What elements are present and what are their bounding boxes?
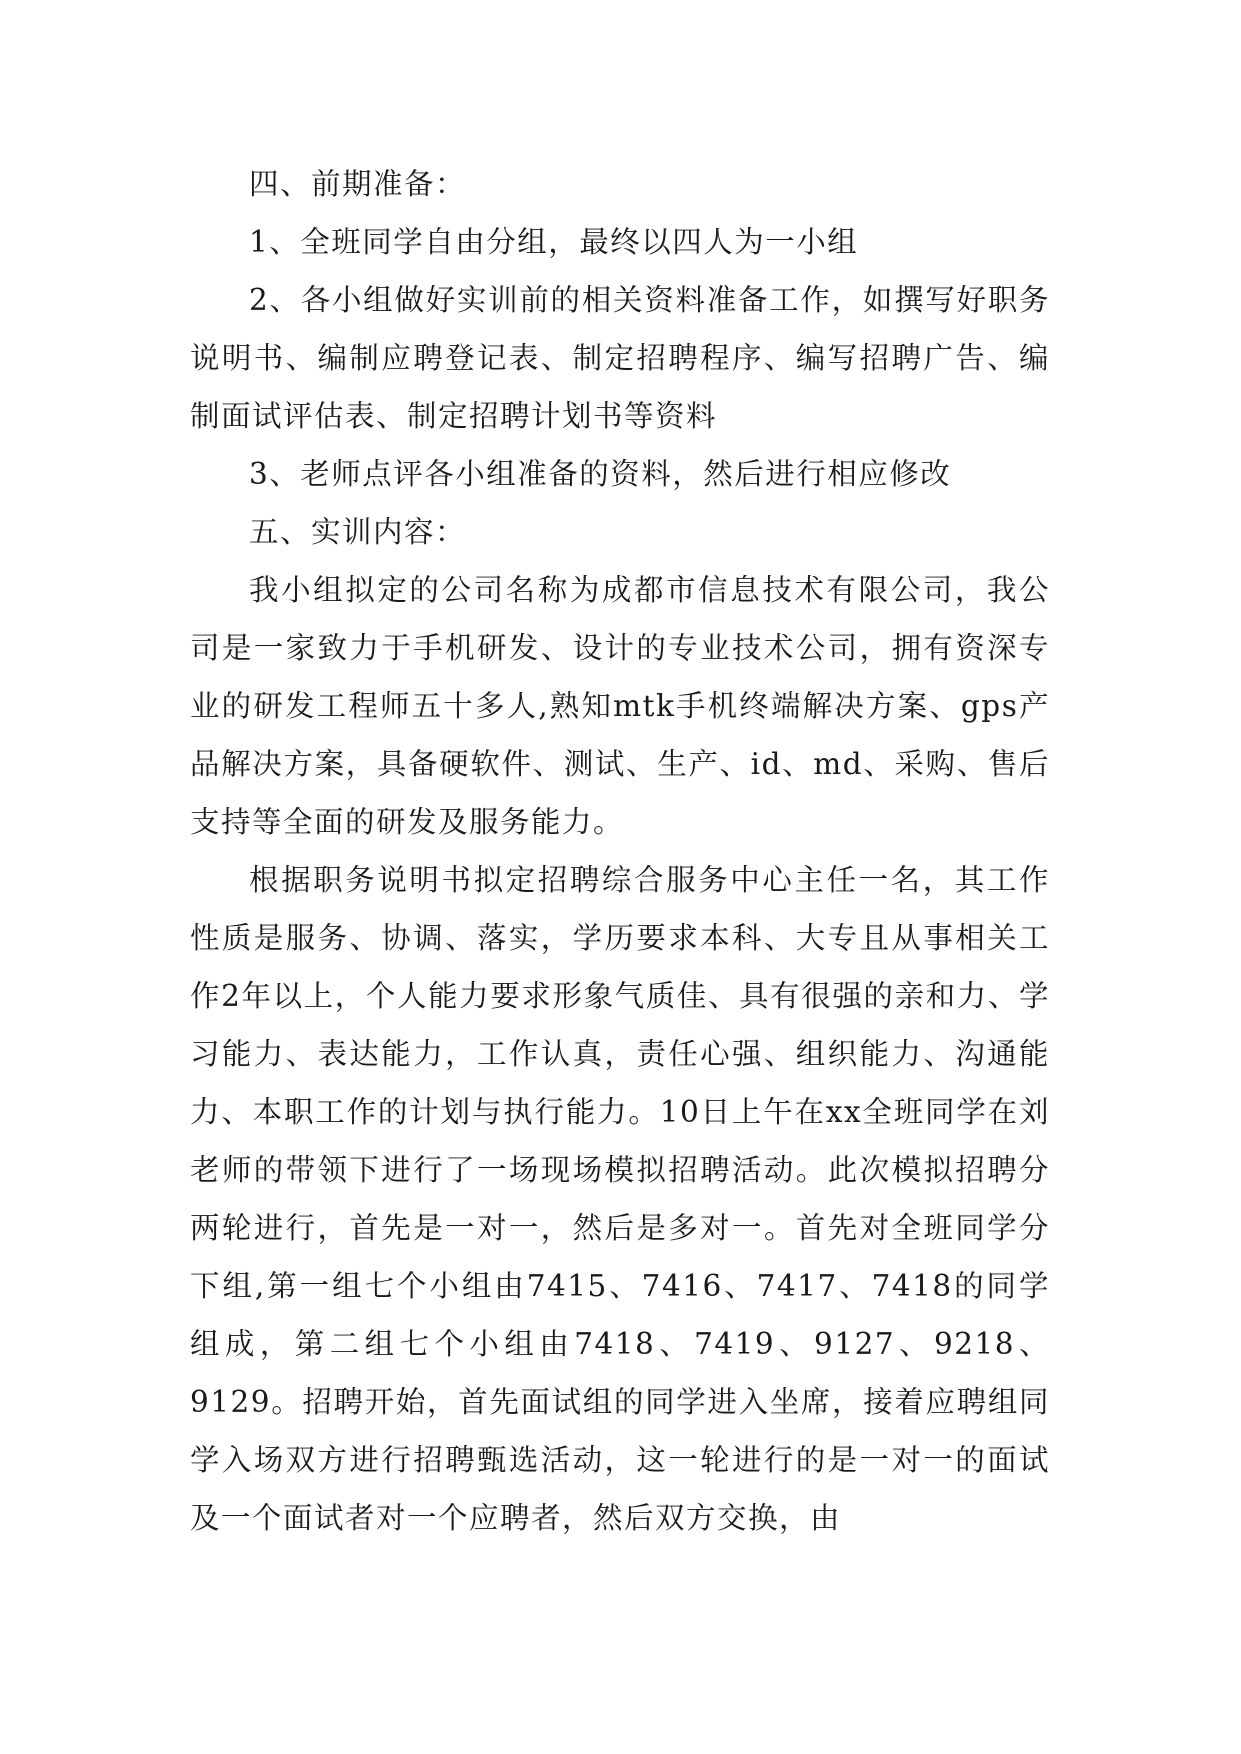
paragraph-company-intro: 我小组拟定的公司名称为成都市信息技术有限公司，我公司是一家致力于手机研发、设计的专业技术公司，拥有资深专业的研发工程师五十多人,熟知mtk手机终端解决方案、gps产品解决方案，具备硬软件、测试、生产、id、md、采购、售后支持等全面的研发及服务能力。 [190,573,1050,839]
list-item-materials: 2、各小组做好实训前的相关资料准备工作，如撰写好职务说明书、编制应聘登记表、制定招聘程序、编写招聘广告、编制面试评估表、制定招聘计划书等资料 [190,283,1050,433]
list-item-review: 3、老师点评各小组准备的资料，然后进行相应修改 [249,457,952,491]
heading-training-content: 五、实训内容： [249,515,467,549]
paragraph-recruitment-details: 根据职务说明书拟定招聘综合服务中心主任一名，其工作性质是服务、协调、落实，学历要求本科、大专且从事相关工作2年以上，个人能力要求形象气质佳、具有很强的亲和力、学习能力、表达能力，工作认真，责任心强、组织能力、沟通能力、本职工作的计划与执行能力。10日上午在xx全班同学在刘老师的带领下进行了一场现场模拟招聘活动。此次模拟招聘分两轮进行，首先是一对一，然后是多对一。首先对全班同学分下组,第一组七个小组由7415、7416、7417、7418的同学组成，第二组七个小组由7418、7419、9127、9218、9129。招聘开始，首先面试组的同学进入坐席，接着应聘组同学入场双方进行招聘甄选活动，这一轮进行的是一对一的面试及一个面试者对一个应聘者，然后双方交换，由 [190,863,1050,1535]
heading-preparation: 四、前期准备： [249,167,467,201]
document-page [190,155,1050,1547]
list-item-grouping: 1、全班同学自由分组，最终以四人为一小组 [249,225,859,259]
